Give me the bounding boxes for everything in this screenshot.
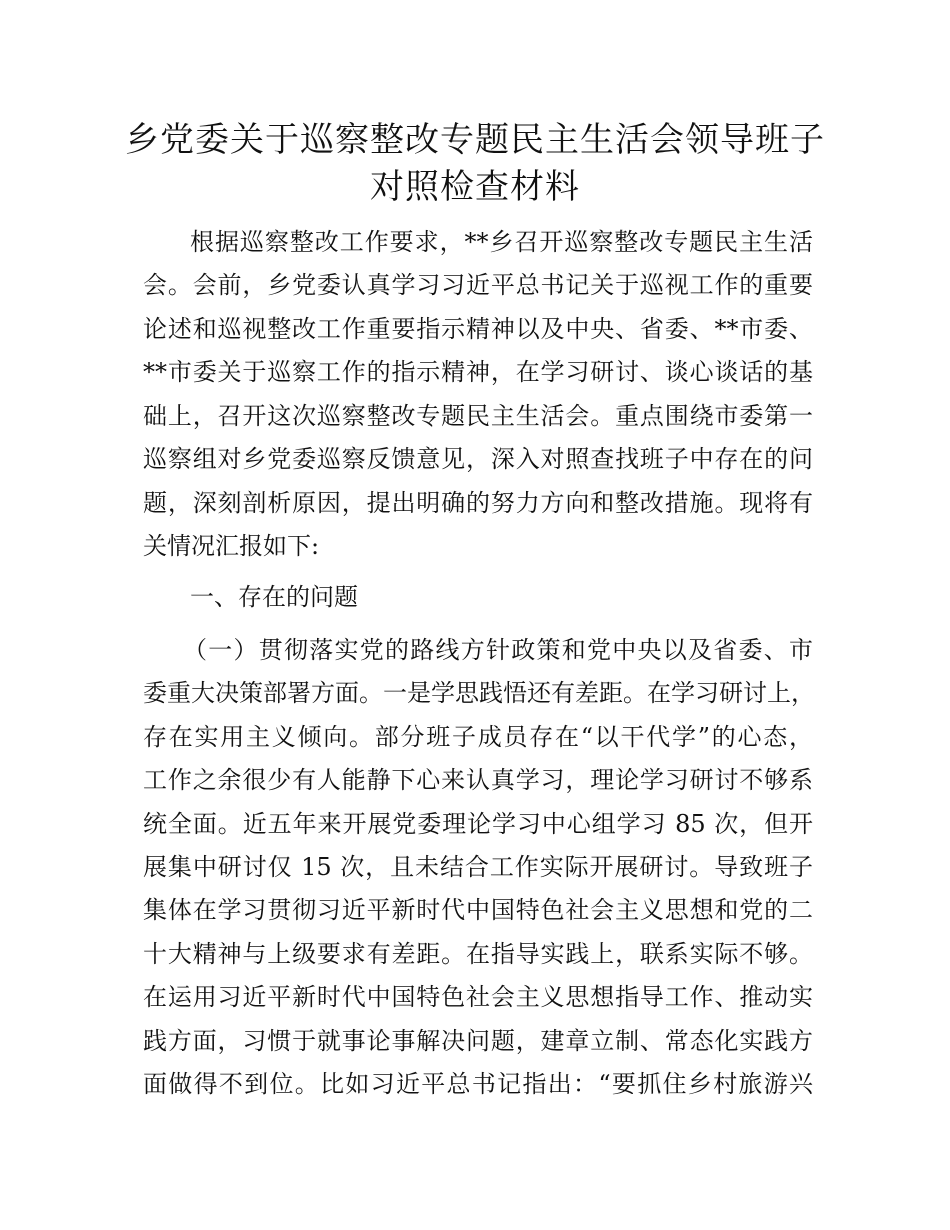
paragraph-line: 论述和巡视整改工作重要指示精神以及中央、省委、**市委、 xyxy=(143,315,813,343)
paragraph-line: 题，深刻剖析原因，提出明确的努力方向和整改措施。现将有 xyxy=(143,489,813,517)
paragraph-line: 工作之余很少有人能静下心来认真学习，理论学习研讨不够系 xyxy=(143,766,813,794)
document-title-line-1: 乡党委关于巡察整改专题民主生活会领导班子 xyxy=(125,120,825,160)
paragraph-line: 委重大决策部署方面。一是学思践悟还有差距。在学习研讨上， xyxy=(143,679,815,707)
paragraph-line: 关情况汇报如下: xyxy=(143,532,320,560)
paragraph-line: 巡察组对乡党委巡察反馈意见，深入对照查找班子中存在的问 xyxy=(143,445,813,473)
paragraph-line: 础上，召开这次巡察整改专题民主生活会。重点围绕市委第一 xyxy=(143,402,813,430)
paragraph-line: （一）贯彻落实党的路线方针政策和党中央以及省委、市 xyxy=(183,636,813,664)
paragraph-line: 会。会前，乡党委认真学习习近平总书记关于巡视工作的重要 xyxy=(143,271,813,299)
paragraph-line: 集体在学习贯彻习近平新时代中国特色社会主义思想和党的二 xyxy=(143,896,813,924)
paragraph-line: 展集中研讨仅 15 次，且未结合工作实际开展研讨。导致班子 xyxy=(143,853,813,881)
paragraph-line: 存在实用主义倾向。部分班子成员存在“以干代学”的心态， xyxy=(143,723,813,751)
paragraph-line: **市委关于巡察工作的指示精神，在学习研讨、谈心谈话的基 xyxy=(143,358,813,386)
paragraph-line: 根据巡察整改工作要求，**乡召开巡察整改专题民主生活 xyxy=(190,228,813,256)
paragraph-line: 十大精神与上级要求有差距。在指导实践上，联系实际不够。 xyxy=(143,940,813,968)
document-title-line-2: 对照检查材料 xyxy=(370,167,580,207)
paragraph-line: 在运用习近平新时代中国特色社会主义思想指导工作、推动实 xyxy=(143,983,813,1011)
paragraph-line: 面做得不到位。比如习近平总书记指出：“要抓住乡村旅游兴 xyxy=(143,1070,813,1098)
section-heading: 一、存在的问题 xyxy=(190,583,358,611)
paragraph-line: 践方面，习惯于就事论事解决问题，建章立制、常态化实践方 xyxy=(143,1027,813,1055)
paragraph-line: 统全面。近五年来开展党委理论学习中心组学习 85 次，但开 xyxy=(143,810,813,838)
